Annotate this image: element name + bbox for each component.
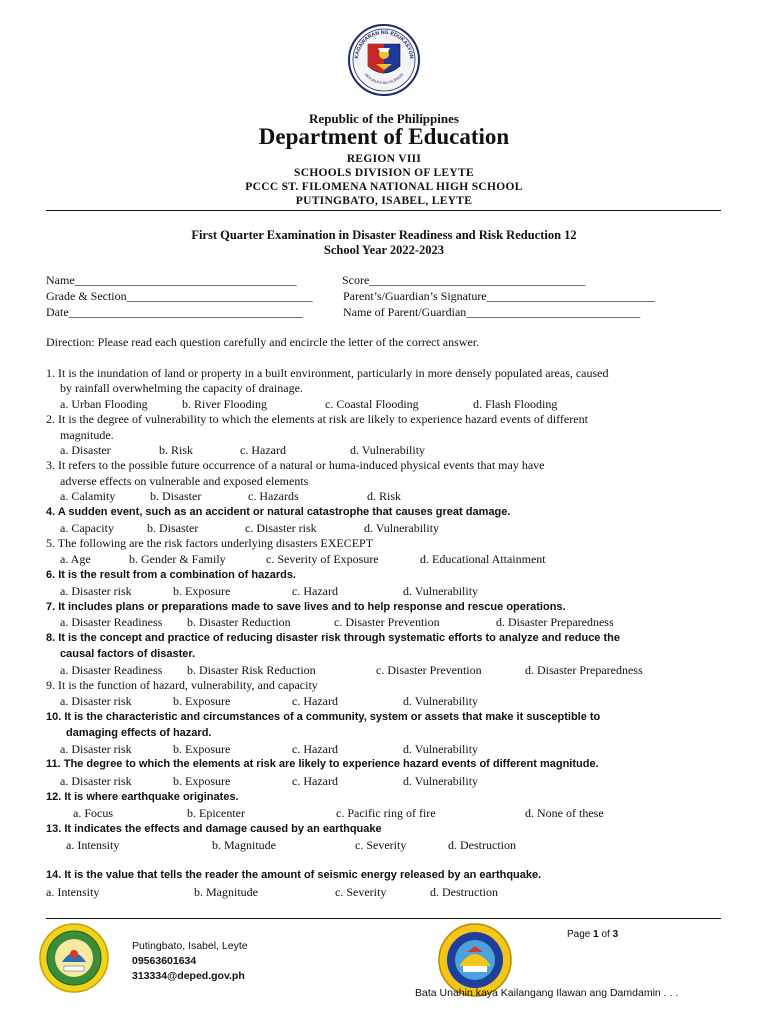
choice-a[interactable]: a. Disaster Readiness xyxy=(60,663,163,677)
choice-a[interactable]: a. Disaster Readiness xyxy=(60,615,163,629)
footer-email[interactable]: 313334@deped.gov.ph xyxy=(132,970,245,982)
choice-a[interactable]: a. Disaster risk xyxy=(60,584,132,598)
question-text: 11. The degree to which the elements at risk are likely to experience hazard events of different magnitude. xyxy=(46,758,599,770)
page-label: Page xyxy=(567,929,591,940)
question-text: 4. A sudden event, such as an accident or natural catastrophe that causes great damage. xyxy=(46,506,511,518)
svg-text:REPUBLIKA NG PILIPINAS: REPUBLIKA NG PILIPINAS xyxy=(363,72,405,86)
choice-b[interactable]: b. Exposure xyxy=(173,694,231,708)
choice-a[interactable]: a. Focus xyxy=(73,806,113,820)
question-text: 7. It includes plans or preparations made to save lives and to help response and rescue operations. xyxy=(46,601,566,613)
question-text: 6. It is the result from a combination of hazards. xyxy=(46,569,296,581)
choice-a[interactable]: a. Disaster risk xyxy=(60,774,132,788)
choice-d[interactable]: d. Vulnerability xyxy=(364,521,440,535)
choice-d[interactable]: d. Vulnerability xyxy=(403,694,479,708)
choice-b[interactable]: b. Disaster Risk Reduction xyxy=(187,663,316,677)
choice-b[interactable]: b. Gender & Family xyxy=(129,552,226,566)
choice-a[interactable]: a. Calamity xyxy=(60,489,116,503)
choice-d[interactable]: d. Vulnerability xyxy=(403,742,479,756)
choice-b[interactable]: b. River Flooding xyxy=(182,397,268,411)
choice-c[interactable]: c. Disaster risk xyxy=(245,521,317,535)
question-text: 2. It is the degree of vulnerability to which the elements at risk are likely to experience hazard events of different xyxy=(46,412,588,426)
choice-c[interactable]: c. Hazards xyxy=(248,489,299,503)
choice-c[interactable]: c. Hazard xyxy=(292,584,338,598)
address-heading: PUTINGBATO, ISABEL, LEYTE xyxy=(295,195,473,207)
question-text: 8. It is the concept and practice of reducing disaster risk through systematic efforts to analyze and reduce the xyxy=(46,632,620,644)
choice-d[interactable]: d. Destruction xyxy=(430,885,498,899)
choice-d[interactable]: d. Disaster Preparedness xyxy=(496,615,614,629)
footer-address: Putingbato, Isabel, Leyte xyxy=(132,940,248,952)
choice-c[interactable]: c. Severity xyxy=(355,838,407,852)
page-indicator xyxy=(567,929,618,940)
choice-d[interactable]: d. Flash Flooding xyxy=(473,397,558,411)
footer-divider xyxy=(46,918,721,919)
choice-a[interactable]: a. Disaster risk xyxy=(60,742,132,756)
page-total: 3 xyxy=(612,929,619,940)
choice-d[interactable]: d. Risk xyxy=(367,489,402,503)
parent-signature-field[interactable]: Parent’s/Guardian’s Signature____________________________ xyxy=(343,289,655,303)
choice-c[interactable]: c. Severity xyxy=(335,885,387,899)
school-seal-logo xyxy=(38,922,110,994)
question-text: damaging effects of hazard. xyxy=(66,727,212,739)
school-motto: Bata Unahin kaya Kailangang Ilawan ang Damdamin . . . xyxy=(415,987,679,999)
grade-section-field[interactable]: Grade & Section_______________________________ xyxy=(46,289,313,303)
question-text: 1. It is the inundation of land or property in a built environment, particularly in more densely populated areas, caused xyxy=(46,366,609,380)
choice-b[interactable]: b. Risk xyxy=(159,443,194,457)
directions-text: Direction: Please read each question carefully and encircle the letter of the correct answer. xyxy=(46,335,480,349)
page-of: of xyxy=(601,929,610,940)
choice-c[interactable]: c. Pacific ring of fire xyxy=(336,806,436,820)
choice-c[interactable]: c. Hazard xyxy=(292,742,338,756)
choice-d[interactable]: d. Vulnerability xyxy=(350,443,426,457)
choice-b[interactable]: b. Exposure xyxy=(173,742,231,756)
choice-c[interactable]: c. Hazard xyxy=(292,774,338,788)
page-current: 1 xyxy=(593,929,599,940)
choice-d[interactable]: d. None of these xyxy=(525,806,604,820)
exam-title: First Quarter Examination in Disaster Readiness and Risk Reduction 12 xyxy=(191,228,577,242)
choice-d[interactable]: d. Disaster Preparedness xyxy=(525,663,643,677)
choice-c[interactable]: c. Severity of Exposure xyxy=(266,552,379,566)
school-heading: PCCC ST. FILOMENA NATIONAL HIGH SCHOOL xyxy=(245,181,523,193)
footer-phone: 09563601634 xyxy=(132,955,197,967)
choice-c[interactable]: c. Hazard xyxy=(240,443,286,457)
date-field[interactable]: Date_______________________________________ xyxy=(46,305,303,319)
choice-b[interactable]: b. Exposure xyxy=(173,774,231,788)
question-text: 14. It is the value that tells the reader the amount of seismic energy released by an earthquake. xyxy=(46,869,542,881)
choice-b[interactable]: b. Magnitude xyxy=(212,838,276,852)
choice-b[interactable]: b. Disaster Reduction xyxy=(187,615,291,629)
choice-a[interactable]: a. Urban Flooding xyxy=(60,397,148,411)
choice-c[interactable]: c. Disaster Prevention xyxy=(376,663,482,677)
choice-b[interactable]: b. Magnitude xyxy=(194,885,258,899)
header-divider xyxy=(46,210,721,211)
choice-a[interactable]: a. Age xyxy=(60,552,91,566)
choice-a[interactable]: a. Disaster risk xyxy=(60,694,132,708)
region-heading: REGION VIII xyxy=(346,153,422,165)
choice-d[interactable]: d. Vulnerability xyxy=(403,584,479,598)
choice-b[interactable]: b. Epicenter xyxy=(187,806,245,820)
choice-a[interactable]: a. Intensity xyxy=(66,838,120,852)
question-text: 12. It is where earthquake originates. xyxy=(46,791,239,803)
parent-name-field[interactable]: Name of Parent/Guardian_____________________________ xyxy=(343,305,641,319)
score-field[interactable]: Score____________________________________ xyxy=(342,273,586,287)
exam-school-year: School Year 2022-2023 xyxy=(323,243,445,257)
choice-a[interactable]: a. Intensity xyxy=(46,885,100,899)
choice-c[interactable]: c. Hazard xyxy=(292,694,338,708)
deped-seal-logo xyxy=(348,14,420,106)
question-text: 3. It refers to the possible future occurrence of a natural or huma-induced physical events that may have xyxy=(46,458,545,472)
question-text: adverse effects on vulnerable and exposed elements xyxy=(60,474,309,488)
name-field[interactable]: Name_____________________________________ xyxy=(46,273,297,287)
republic-heading: Republic of the Philippines xyxy=(309,111,459,126)
question-text: 10. It is the characteristic and circumstances of a community, system or assets that make it susceptible to xyxy=(46,711,601,723)
question-text: 13. It indicates the effects and damage caused by an earthquake xyxy=(46,823,382,835)
question-text: 9. It is the function of hazard, vulnerability, and capacity xyxy=(46,678,318,692)
choice-c[interactable]: c. Coastal Flooding xyxy=(325,397,419,411)
choice-d[interactable]: d. Vulnerability xyxy=(403,774,479,788)
choice-d[interactable]: d. Destruction xyxy=(448,838,516,852)
choice-b[interactable]: b. Disaster xyxy=(147,521,199,535)
question-text: causal factors of disaster. xyxy=(60,648,196,660)
choice-b[interactable]: b. Disaster xyxy=(150,489,202,503)
division-heading: SCHOOLS DIVISION OF LEYTE xyxy=(294,167,474,179)
question-text: 5. The following are the risk factors underlying disasters EXECEPT xyxy=(46,536,374,550)
choice-d[interactable]: d. Educational Attainment xyxy=(420,552,546,566)
question-text: magnitude. xyxy=(60,428,114,442)
choice-a[interactable]: a. Capacity xyxy=(60,521,114,535)
choice-b[interactable]: b. Exposure xyxy=(173,584,231,598)
question-text: by rainfall overwhelming the capacity of drainage. xyxy=(60,381,303,395)
choice-c[interactable]: c. Disaster Prevention xyxy=(334,615,440,629)
department-heading: Department of Education xyxy=(258,124,510,149)
svg-text:KAGAWARAN NG EDUKASYON: KAGAWARAN NG EDUKASYON xyxy=(353,29,415,60)
choice-a[interactable]: a. Disaster xyxy=(60,443,111,457)
